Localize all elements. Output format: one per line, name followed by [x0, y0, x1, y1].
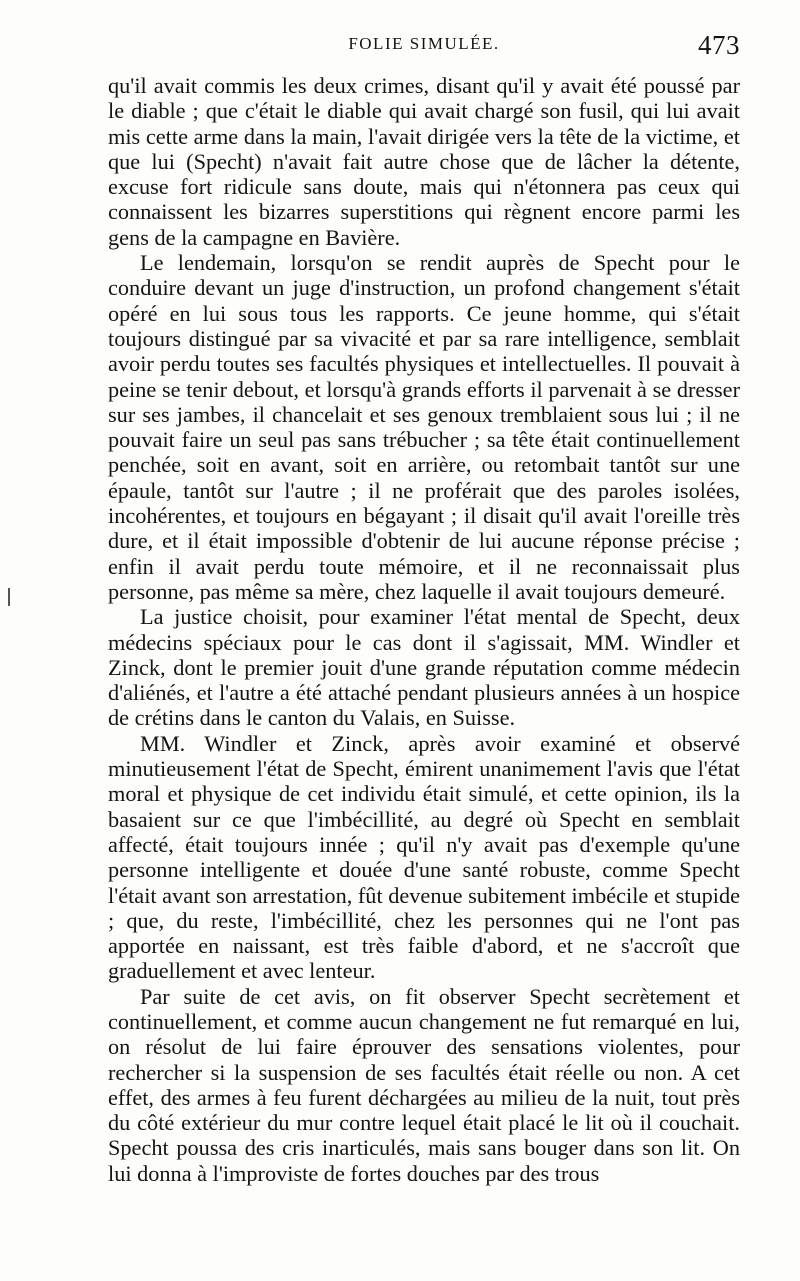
paragraph-justice: La justice choisit, pour examiner l'état mental de Specht, deux médecins spéciaux pour le cas dont il s'agissait, MM. Windler et Zinck, dont le premier jouit d'une grande réputation comme médecin d'aliénés, et l'autre a été attaché pendant plusieurs années à un hospice de crétins dans le canton du Valais, en Suisse. — [108, 604, 740, 731]
paragraph-continued: qu'il avait commis les deux crimes, disant qu'il y avait été poussé par le diable ; que c'était le diable qui avait chargé son fusil, qui lui avait mis cette arme dans la main, l'avait dirigée vers la tête de la victime, et que lui (Specht) n'avait fait autre chose que de lâcher la détente, excuse fort ridicule sans doute, mais qui n'étonnera pas ceux qui connaissent les bizarres superstitions qui règnent encore parmi les gens de la campagne en Bavière. — [108, 73, 740, 250]
paragraph-par-suite: Par suite de cet avis, on fit observer Specht secrètement et continuellement, et comme aucun changement ne fut remarqué en lui, on résolut de lui faire éprouver des sensations violentes, pour rechercher si la suspension de ses facultés était réelle ou non. A cet effet, des armes à feu furent déchargées au milieu de la nuit, tout près du côté extérieur du mur contre lequel était placé le lit où il couchait. Specht poussa des cris inarticulés, mais sans bouger dans son lit. On lui donna à l'improviste de fortes douches par des trous — [108, 983, 740, 1186]
paragraph-windler-zinck: MM. Windler et Zinck, après avoir examiné et observé minutieusement l'état de Specht, émirent unanimement l'avis que l'état moral et physique de cet individu était simulé, et cette opinion, ils la basaient sur ce que l'imbécillité, au degré où Specht en semblait affecté, était toujours innée ; qu'il n'y avait pas d'exemple qu'une personne intelligente et douée d'une santé robuste, comme Specht l'était avant son arrestation, fût devenue subitement imbécile et stupide ; que, du reste, l'imbécillité, chez les personnes qui ne l'ont pas apportée en naissant, est très faible d'abord, et ne s'accroît que graduellement et avec lenteur. — [108, 730, 740, 984]
page-number: 473 — [698, 30, 740, 60]
running-head: FOLIE SIMULÉE. — [348, 34, 500, 53]
paragraph-lendemain: Le lendemain, lorsqu'on se rendit auprès de Specht pour le conduire devant un juge d'instruction, un profond changement s'était opéré en lui sous tous les rapports. Ce jeune homme, qui s'était toujours distingué par sa vivacité et par sa rare intelligence, semblait avoir perdu toutes ses facultés physiques et intellectuelles. Il pouvait à peine se tenir debout, et lorsqu'à grands efforts il parvenait à se dresser sur ses jambes, il chancelait et ses genoux tremblaient sous lui ; il ne pouvait faire un seul pas sans trébucher ; sa tête était continuellement penchée, soit en avant, soit en arrière, ou retombait tantôt sur une épaule, tantôt sur l'autre ; il ne proférait que des paroles isolées, incohérentes, et toujours en bégayant ; il disait qu'il avait l'oreille très dure, et il était impossible d'obtenir de lui aucune réponse précise ; enfin il avait perdu toute mémoire, et il ne reconnaissait plus personne, pas même sa mère, chez laquelle il avait toujours demeuré. — [108, 250, 740, 604]
body-text — [108, 73, 740, 1186]
page-header — [108, 30, 740, 60]
margin-mark — [8, 588, 10, 606]
